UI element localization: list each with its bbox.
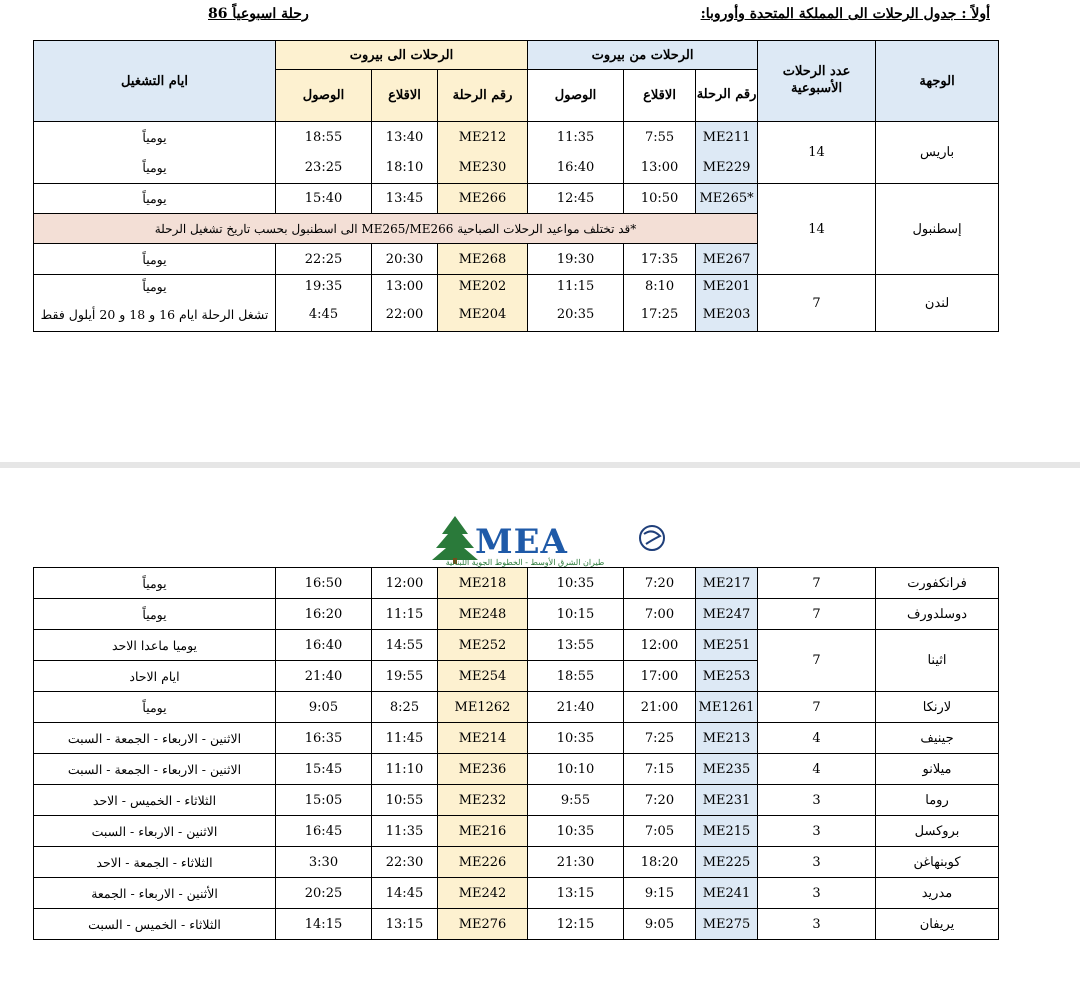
table-row: [34, 909, 999, 940]
col-header-operating-days: ايام التشغيل: [34, 41, 276, 122]
destination-cell: اثينا: [876, 630, 999, 692]
weekly-cell: 7: [758, 692, 876, 723]
out-departure: 12:00: [624, 630, 696, 661]
destination-cell: كوبنهاغن: [876, 847, 999, 878]
ret-departure: 22:30: [372, 847, 438, 878]
col-header-destination: الوجهة: [876, 41, 999, 122]
schedule-table-bottom: [33, 567, 999, 940]
ret-flight-no: ME202: [438, 275, 528, 299]
out-arrival: 10:10: [528, 754, 624, 785]
out-arrival: 12:15: [528, 909, 624, 940]
out-arrival: 10:35: [528, 816, 624, 847]
destination-cell: إسطنبول: [876, 184, 999, 275]
ret-flight-no: ME216: [438, 816, 528, 847]
operating-days: الأثنين - الاربعاء - الجمعة: [34, 878, 276, 909]
operating-days: يومياً: [34, 122, 276, 153]
weekly-cell: 3: [758, 816, 876, 847]
col-header-out-departure: الاقلاع: [624, 70, 696, 122]
operating-days: يومياً: [34, 275, 276, 299]
destination-cell: مدريد: [876, 878, 999, 909]
out-departure: 7:25: [624, 723, 696, 754]
out-departure: 7:55: [624, 122, 696, 153]
weekly-cell: 4: [758, 723, 876, 754]
weekly-cell: 3: [758, 909, 876, 940]
operating-days: الاثنين - الاربعاء - الجمعة - السبت: [34, 754, 276, 785]
table-row: [34, 754, 999, 785]
operating-days: الاثنين - الاربعاء - الجمعة - السبت: [34, 723, 276, 754]
out-departure: 7:00: [624, 599, 696, 630]
operating-days: يومياً: [34, 599, 276, 630]
ret-arrival: 16:45: [276, 816, 372, 847]
out-flight-no: ME235: [696, 754, 758, 785]
col-header-ret-departure: الاقلاع: [372, 70, 438, 122]
out-arrival: 11:15: [528, 275, 624, 299]
out-flight-no: ME247: [696, 599, 758, 630]
ret-flight-no: ME1262: [438, 692, 528, 723]
operating-days: يومياً: [34, 184, 276, 214]
operating-days: يومياً: [34, 244, 276, 275]
out-flight-no: ME211: [696, 122, 758, 153]
weekly-cell: 14: [758, 122, 876, 184]
col-header-ret-arrival: الوصول: [276, 70, 372, 122]
ret-arrival: 22:25: [276, 244, 372, 275]
out-arrival: 18:55: [528, 661, 624, 692]
operating-days: الثلاثاء - الجمعة - الاحد: [34, 847, 276, 878]
ret-arrival: 21:40: [276, 661, 372, 692]
ret-flight-no: ME232: [438, 785, 528, 816]
weekly-cell: 7: [758, 599, 876, 630]
out-departure: 17:25: [624, 299, 696, 332]
destination-cell: باريس: [876, 122, 999, 184]
ret-flight-no: ME226: [438, 847, 528, 878]
operating-days: الثلاثاء - الخميس - السبت: [34, 909, 276, 940]
ret-flight-no: ME252: [438, 630, 528, 661]
out-departure: 7:05: [624, 816, 696, 847]
table-row: [34, 630, 999, 661]
operating-days: الثلاثاء - الخميس - الاحد: [34, 785, 276, 816]
ret-departure: 19:55: [372, 661, 438, 692]
out-flight-no: ME215: [696, 816, 758, 847]
out-flight-no: ME203: [696, 299, 758, 332]
out-flight-no: ME217: [696, 568, 758, 599]
operating-days: يومياً: [34, 153, 276, 184]
out-flight-no: *ME265: [696, 184, 758, 214]
col-header-out-arrival: الوصول: [528, 70, 624, 122]
ret-arrival: 23:25: [276, 153, 372, 184]
out-arrival: 10:35: [528, 568, 624, 599]
ret-departure: 11:15: [372, 599, 438, 630]
col-header-to-beirut: الرحلات الى بيروت: [276, 41, 528, 70]
ret-departure: 13:15: [372, 909, 438, 940]
col-header-weekly: عدد الرحلات الأسبوعية: [758, 41, 876, 122]
ret-arrival: 9:05: [276, 692, 372, 723]
out-arrival: 20:35: [528, 299, 624, 332]
weekly-cell: 3: [758, 847, 876, 878]
logo-text: MEA: [475, 522, 568, 562]
destination-cell: يريفان: [876, 909, 999, 940]
operating-days: يومياً: [34, 692, 276, 723]
operating-days: الاثنين - الاربعاء - السبت: [34, 816, 276, 847]
table-row: [34, 816, 999, 847]
table-row: [34, 847, 999, 878]
out-departure: 7:20: [624, 785, 696, 816]
operating-days: يومياً: [34, 568, 276, 599]
out-flight-no: ME251: [696, 630, 758, 661]
ret-departure: 13:40: [372, 122, 438, 153]
ret-arrival: 16:20: [276, 599, 372, 630]
table-row: [34, 275, 999, 299]
ret-arrival: 20:25: [276, 878, 372, 909]
out-flight-no: ME253: [696, 661, 758, 692]
ret-flight-no: ME248: [438, 599, 528, 630]
ret-arrival: 15:40: [276, 184, 372, 214]
out-departure: 21:00: [624, 692, 696, 723]
ret-departure: 22:00: [372, 299, 438, 332]
destination-cell: فرانكفورت: [876, 568, 999, 599]
ret-arrival: 19:35: [276, 275, 372, 299]
out-departure: 9:05: [624, 909, 696, 940]
destination-cell: لارنكا: [876, 692, 999, 723]
out-departure: 7:20: [624, 568, 696, 599]
weekly-cell: 7: [758, 275, 876, 332]
destination-cell: لندن: [876, 275, 999, 332]
table-row: [34, 599, 999, 630]
out-arrival: 21:30: [528, 847, 624, 878]
out-flight-no: ME275: [696, 909, 758, 940]
out-flight-no: ME231: [696, 785, 758, 816]
out-arrival: 21:40: [528, 692, 624, 723]
ret-flight-no: ME242: [438, 878, 528, 909]
out-departure: 13:00: [624, 153, 696, 184]
ret-flight-no: ME218: [438, 568, 528, 599]
ret-flight-no: ME212: [438, 122, 528, 153]
out-flight-no: ME229: [696, 153, 758, 184]
ret-arrival: 3:30: [276, 847, 372, 878]
logo-subtitle: طيران الشرق الأوسط - الخطوط الجوية اللبنانية: [445, 558, 605, 567]
out-departure: 7:15: [624, 754, 696, 785]
page-divider: [0, 462, 1080, 468]
destination-cell: دوسلدورف: [876, 599, 999, 630]
out-arrival: 16:40: [528, 153, 624, 184]
out-arrival: 10:15: [528, 599, 624, 630]
ret-flight-no: ME266: [438, 184, 528, 214]
out-departure: 18:20: [624, 847, 696, 878]
out-departure: 17:35: [624, 244, 696, 275]
istanbul-note: *قد تختلف مواعيد الرحلات الصباحية ME265/ME266 الى اسطنبول بحسب تاريخ تشغيل الرحلة: [34, 214, 758, 244]
operating-days: يوميا ماعدا الاحد: [34, 630, 276, 661]
out-arrival: 9:55: [528, 785, 624, 816]
page-title: أولاً : جدول الرحلات الى المملكة المتحدة وأوروبا:: [700, 6, 990, 22]
weekly-total-count: 86: [208, 6, 228, 22]
destination-cell: روما: [876, 785, 999, 816]
out-arrival: 13:15: [528, 878, 624, 909]
out-flight-no: ME241: [696, 878, 758, 909]
ret-departure: 18:10: [372, 153, 438, 184]
table-row: [34, 878, 999, 909]
ret-flight-no: ME214: [438, 723, 528, 754]
weekly-cell: 3: [758, 785, 876, 816]
ret-arrival: 15:45: [276, 754, 372, 785]
mea-logo: [430, 514, 670, 568]
table-row: [34, 568, 999, 599]
ret-flight-no: ME268: [438, 244, 528, 275]
ret-departure: 8:25: [372, 692, 438, 723]
ret-departure: 13:45: [372, 184, 438, 214]
col-header-ret-flight-no: رقم الرحلة: [438, 70, 528, 122]
table-row: [34, 122, 999, 153]
destination-cell: ميلانو: [876, 754, 999, 785]
out-arrival: 10:35: [528, 723, 624, 754]
operating-days: تشغل الرحلة ايام 16 و 18 و 20 أيلول فقط: [34, 299, 276, 332]
table-row: [34, 785, 999, 816]
out-arrival: 12:45: [528, 184, 624, 214]
ret-departure: 11:45: [372, 723, 438, 754]
ret-departure: 10:55: [372, 785, 438, 816]
ret-arrival: 18:55: [276, 122, 372, 153]
ret-flight-no: ME230: [438, 153, 528, 184]
col-header-from-beirut: الرحلات من بيروت: [528, 41, 758, 70]
ret-arrival: 4:45: [276, 299, 372, 332]
ret-departure: 14:45: [372, 878, 438, 909]
weekly-cell: 7: [758, 568, 876, 599]
ret-arrival: 16:35: [276, 723, 372, 754]
ret-departure: 11:10: [372, 754, 438, 785]
ret-departure: 13:00: [372, 275, 438, 299]
ret-flight-no: ME254: [438, 661, 528, 692]
ret-departure: 20:30: [372, 244, 438, 275]
ret-arrival: 16:50: [276, 568, 372, 599]
out-flight-no: ME201: [696, 275, 758, 299]
out-arrival: 19:30: [528, 244, 624, 275]
operating-days: ايام الاحاد: [34, 661, 276, 692]
out-flight-no: ME225: [696, 847, 758, 878]
ret-departure: 11:35: [372, 816, 438, 847]
weekly-total-label: رحلة اسبوعياً: [232, 6, 309, 22]
ret-departure: 14:55: [372, 630, 438, 661]
out-flight-no: ME1261: [696, 692, 758, 723]
out-flight-no: ME267: [696, 244, 758, 275]
schedule-table-top: [33, 40, 999, 332]
table-row: [34, 723, 999, 754]
out-departure: 8:10: [624, 275, 696, 299]
out-arrival: 13:55: [528, 630, 624, 661]
destination-cell: جينيف: [876, 723, 999, 754]
destination-cell: بروكسل: [876, 816, 999, 847]
weekly-cell: 14: [758, 184, 876, 275]
out-arrival: 11:35: [528, 122, 624, 153]
col-header-out-flight-no: رقم الرحلة: [696, 70, 758, 122]
ret-arrival: 16:40: [276, 630, 372, 661]
weekly-cell: 7: [758, 630, 876, 692]
ret-arrival: 14:15: [276, 909, 372, 940]
ret-departure: 12:00: [372, 568, 438, 599]
ret-arrival: 15:05: [276, 785, 372, 816]
weekly-total: [190, 6, 309, 22]
out-departure: 10:50: [624, 184, 696, 214]
out-departure: 17:00: [624, 661, 696, 692]
out-flight-no: ME213: [696, 723, 758, 754]
out-departure: 9:15: [624, 878, 696, 909]
table-row: [34, 184, 999, 214]
weekly-cell: 3: [758, 878, 876, 909]
ret-flight-no: ME204: [438, 299, 528, 332]
table-row: [34, 692, 999, 723]
ret-flight-no: ME236: [438, 754, 528, 785]
ret-flight-no: ME276: [438, 909, 528, 940]
weekly-cell: 4: [758, 754, 876, 785]
